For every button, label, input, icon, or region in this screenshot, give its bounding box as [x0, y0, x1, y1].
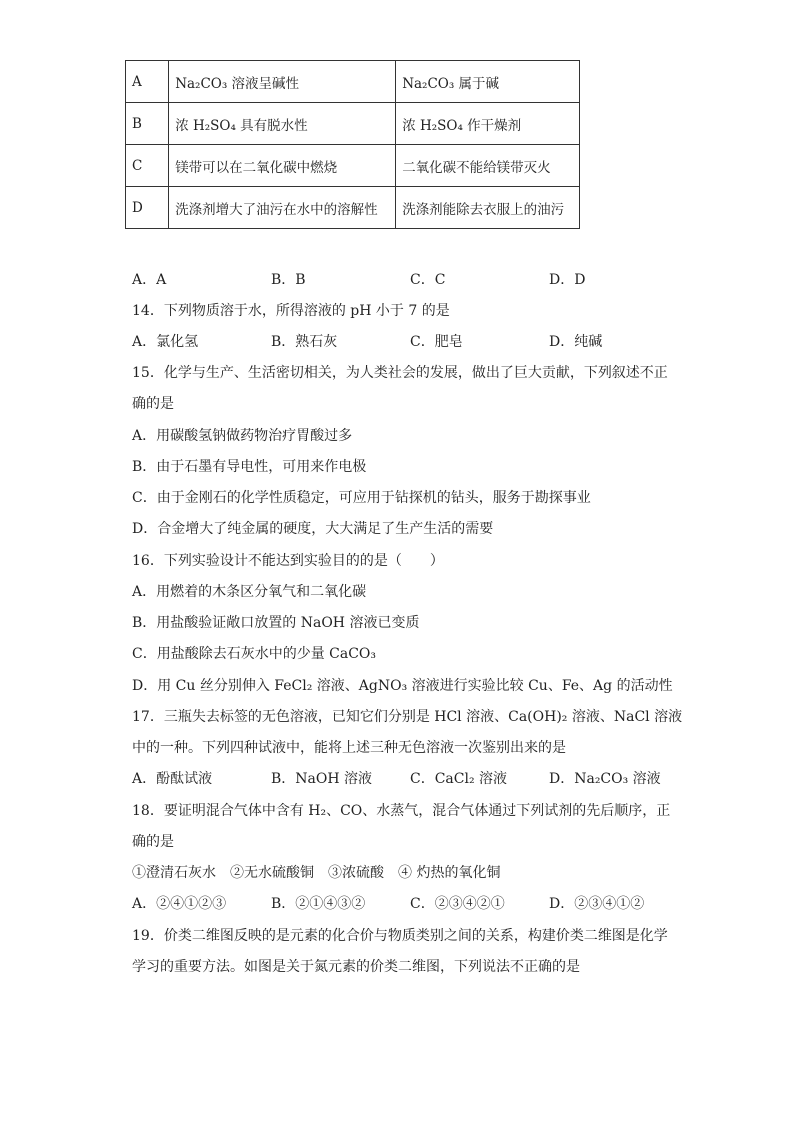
- statement-one: 浓 H₂SO₄ 具有脱水性: [169, 103, 396, 145]
- q15-option-c: C．由于金刚石的化学性质稳定，可应用于钻探机的钻头，服务于勘探事业: [132, 490, 591, 506]
- q18-stem-line2: 确的是: [132, 834, 174, 850]
- statement-one: 洗涤剂增大了油污在水中的溶解性: [169, 187, 396, 229]
- option-a: A．A: [132, 272, 167, 288]
- option-b: B．B: [271, 272, 306, 288]
- option-d: D．②③④①②: [549, 896, 645, 912]
- q16-option-a: A．用燃着的木条区分氧气和二氧化碳: [132, 584, 367, 600]
- table-row: [126, 61, 580, 103]
- option-c: C．②③④②①: [410, 896, 505, 912]
- option-c: C．肥皂: [410, 334, 463, 350]
- q15-option-b: B．由于石墨有导电性，可用来作电极: [132, 459, 367, 475]
- option-b: B．熟石灰: [271, 334, 338, 350]
- row-letter: C: [126, 145, 169, 187]
- option-a: A．酚酞试液: [132, 771, 213, 787]
- options-table: [125, 60, 580, 229]
- q15-option-a: A．用碳酸氢钠做药物治疗胃酸过多: [132, 428, 353, 444]
- q17-stem-line2: 中的一种。下列四种试液中，能将上述三种无色溶液一次鉴别出来的是: [132, 740, 566, 756]
- q15-stem-line2: 确的是: [132, 396, 174, 412]
- q14-stem: 14．下列物质溶于水，所得溶液的 pH 小于 7 的是: [132, 303, 450, 319]
- option-b: B．NaOH 溶液: [271, 771, 373, 787]
- option-d: D．纯碱: [549, 334, 603, 350]
- q19-stem-line1: 19．价类二维图反映的是元素的化合价与物质类别之间的关系，构建价类二维图是化学: [132, 928, 668, 944]
- statement-two: 浓 H₂SO₄ 作干燥剂: [396, 103, 580, 145]
- q16-option-b: B．用盐酸验证敞口放置的 NaOH 溶液已变质: [132, 615, 420, 631]
- table-row: [126, 103, 580, 145]
- row-letter: A: [126, 61, 169, 103]
- option-d: D．D: [549, 272, 586, 288]
- option-c: C．C: [410, 272, 446, 288]
- row-letter: D: [126, 187, 169, 229]
- statement-one: Na₂CO₃ 溶液呈碱性: [169, 61, 396, 103]
- q15-stem-line1: 15．化学与生产、生活密切相关，为人类社会的发展，做出了巨大贡献，下列叙述不正: [132, 365, 668, 381]
- statement-two: Na₂CO₃ 属于碱: [396, 61, 580, 103]
- q18-stem-line1: 18．要证明混合气体中含有 H₂、CO、水蒸气，混合气体通过下列试剂的先后顺序，正: [132, 803, 671, 819]
- q16-stem: 16．下列实验设计不能达到实验目的的是（ ）: [132, 553, 444, 569]
- q15-option-d: D．合金增大了纯金属的硬度，大大满足了生产生活的需要: [132, 521, 494, 537]
- option-c: C．CaCl₂ 溶液: [410, 771, 508, 787]
- statement-two: 二氧化碳不能给镁带灭火: [396, 145, 580, 187]
- q17-stem-line1: 17．三瓶失去标签的无色溶液，已知它们分别是 HCl 溶液、Ca(OH)₂ 溶液、NaCl 溶液: [132, 709, 683, 725]
- table-row: [126, 187, 580, 229]
- option-a: A．②④①②③: [132, 896, 227, 912]
- q16-option-c: C．用盐酸除去石灰水中的少量 CaCO₃: [132, 646, 377, 662]
- option-d: D．Na₂CO₃ 溶液: [549, 771, 661, 787]
- table-row: [126, 145, 580, 187]
- option-a: A．氯化氢: [132, 334, 199, 350]
- row-letter: B: [126, 103, 169, 145]
- option-b: B．②①④③②: [271, 896, 366, 912]
- statement-two: 洗涤剂能除去衣服上的油污: [396, 187, 580, 229]
- q18-reagents: ①澄清石灰水 ②无水硫酸铜 ③浓硫酸 ④ 灼热的氧化铜: [132, 865, 501, 881]
- statement-one: 镁带可以在二氧化碳中燃烧: [169, 145, 396, 187]
- q16-option-d: D．用 Cu 丝分别伸入 FeCl₂ 溶液、AgNO₃ 溶液进行实验比较 Cu、Fe、Ag 的活动性: [132, 678, 673, 694]
- q19-stem-line2: 学习的重要方法。如图是关于氮元素的价类二维图，下列说法不正确的是: [132, 959, 580, 975]
